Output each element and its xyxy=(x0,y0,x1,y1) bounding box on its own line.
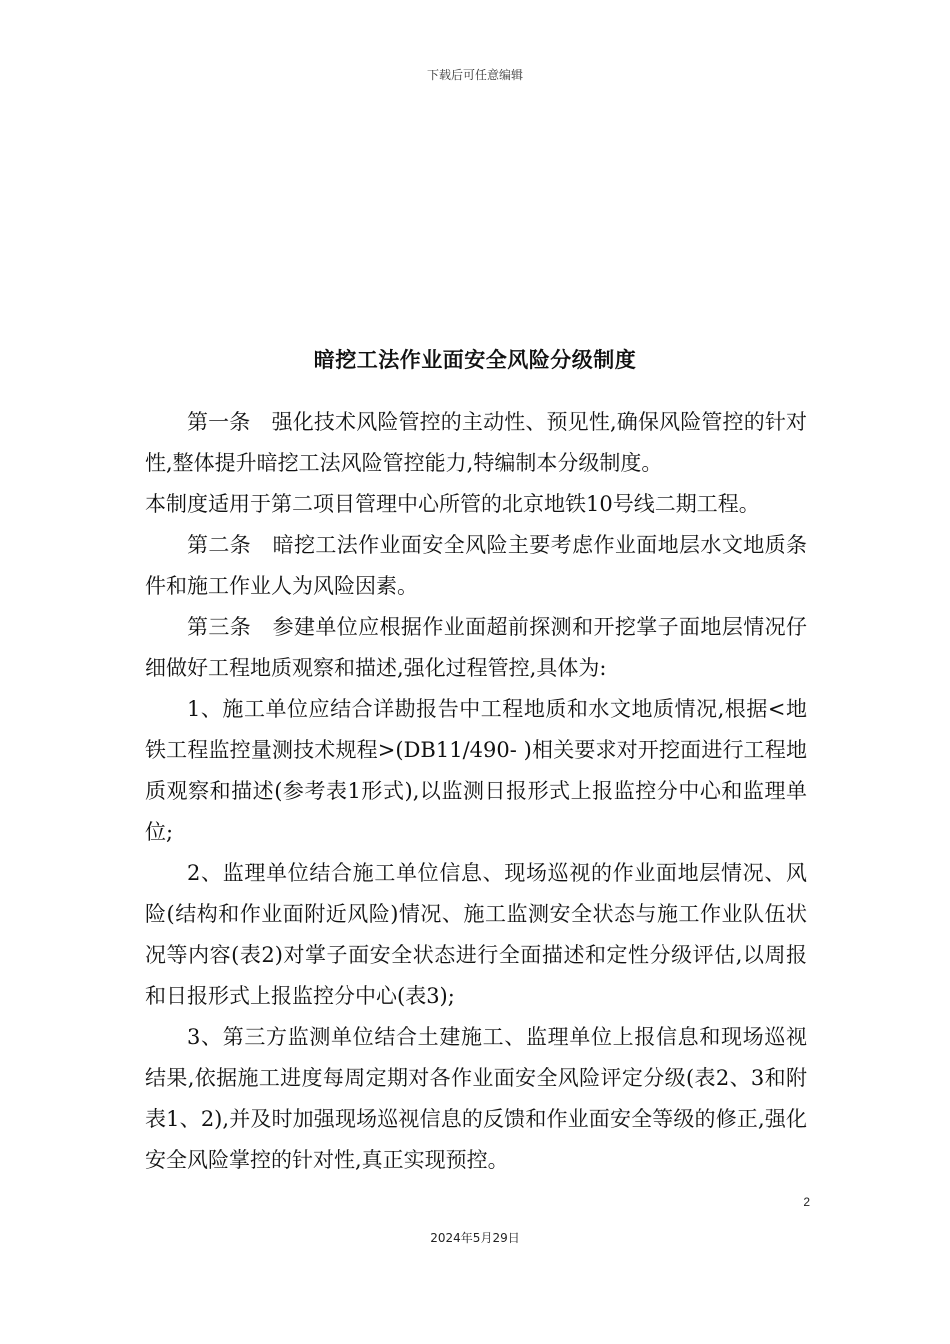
list-item-3: 3、第三方监测单位结合土建施工、监理单位上报信息和现场巡视结果,依据施工进度每周定期对各作业面安全风险评定分级(表2、3和附表1、2),并及时加强现场巡视信息的反馈和作业面安全等级的修正,强化安全风险掌控的针对性,真正实现预控。 xyxy=(145,1025,807,1172)
article-2-paragraph: 第二条 暗挖工法作业面安全风险主要考虑作业面地层水文地质条件和施工作业人为风险因素。 xyxy=(145,533,807,598)
scope-paragraph: 本制度适用于第二项目管理中心所管的北京地铁10号线二期工程。 xyxy=(145,492,760,516)
article-3-paragraph: 第三条 参建单位应根据作业面超前探测和开挖掌子面地层情况仔细做好工程地质观察和描述,强化过程管控,具体为: xyxy=(145,615,807,680)
date-footer: 2024年5月29日 xyxy=(430,1231,520,1245)
list-item-2: 2、监理单位结合施工单位信息、现场巡视的作业面地层情况、风险(结构和作业面附近风险)情况、施工监测安全状态与施工作业队伍状况等内容(表2)对掌子面安全状态进行全面描述和定性分级评估,以周报和日报形式上报监控分中心(表3); xyxy=(145,861,807,1008)
page-number: 2 xyxy=(803,1195,810,1209)
document-body xyxy=(145,402,807,1181)
article-1-paragraph: 第一条 强化技术风险管控的主动性、预见性,确保风险管控的针对性,整体提升暗挖工法风险管控能力,特编制本分级制度。 xyxy=(145,410,807,475)
document-title: 暗挖工法作业面安全风险分级制度 xyxy=(313,348,637,372)
header-note: 下载后可任意编辑 xyxy=(426,68,523,82)
list-item-1: 1、施工单位应结合详勘报告中工程地质和水文地质情况,根据<地铁工程监控量测技术规程>(DB11/490- )相关要求对开挖面进行工程地质观察和描述(参考表1形式),以监测日报形式上报监控分中心和监理单位; xyxy=(145,697,807,844)
